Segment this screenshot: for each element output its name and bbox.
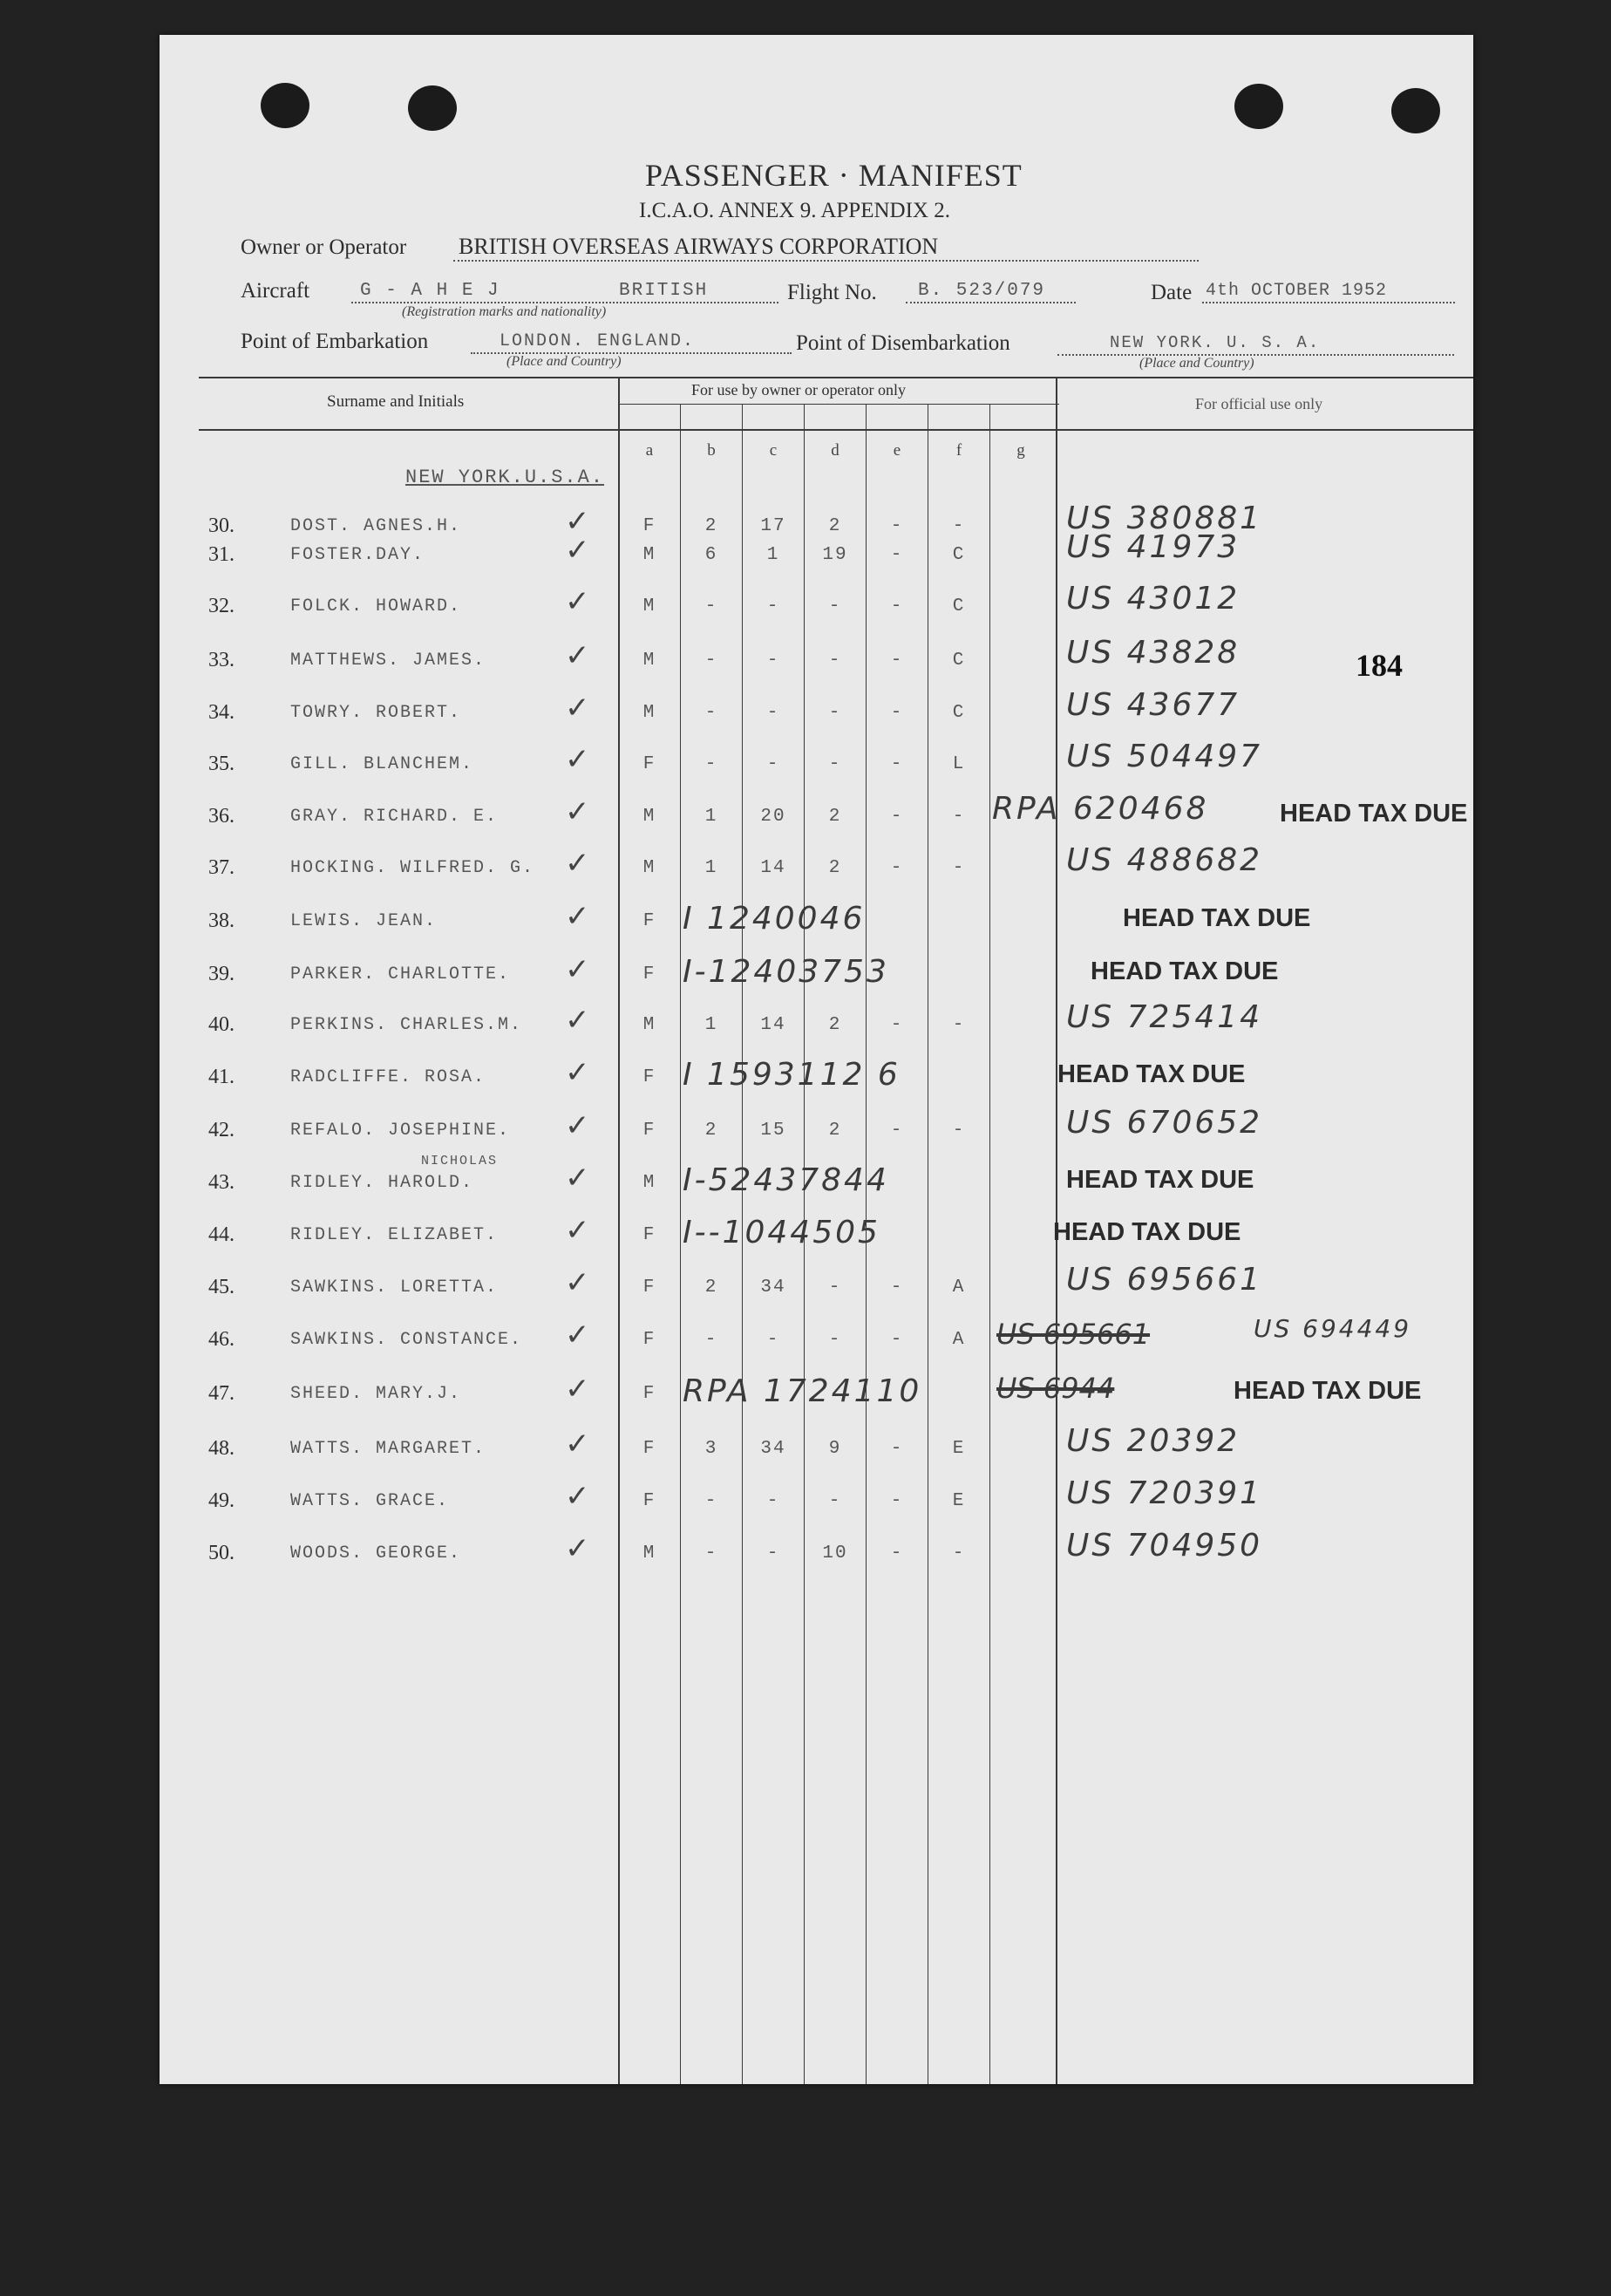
row-number: 37. (208, 856, 235, 879)
cell-a: M (642, 1173, 656, 1193)
cell-c: - (766, 651, 780, 671)
official-number: US 43828 (1066, 635, 1241, 671)
cell-e: - (890, 516, 904, 536)
aircraft-dots (351, 302, 778, 303)
handwritten-entry: I-52437844 (683, 1162, 889, 1198)
cell-f: C (952, 651, 966, 671)
cell-c: 17 (760, 516, 786, 536)
row-number: 33. (208, 649, 235, 671)
cell-f: L (952, 754, 966, 774)
cell-a: M (642, 1015, 656, 1035)
passenger-name: REFALO. JOSEPHINE. (290, 1121, 511, 1141)
row-number: 42. (208, 1119, 235, 1141)
row-number: 36. (208, 805, 235, 828)
official-number: US 670652 (1066, 1105, 1263, 1141)
page-number: 184 (1356, 648, 1403, 683)
check-mark: ✓ (565, 504, 590, 539)
check-mark: ✓ (565, 533, 590, 568)
manifest-page (160, 35, 1473, 2084)
cell-e: - (890, 807, 904, 827)
check-mark: ✓ (565, 1427, 590, 1461)
cell-d: 2 (828, 516, 842, 536)
official-number: US 704950 (1066, 1528, 1263, 1564)
passenger-name: PERKINS. CHARLES.M. (290, 1015, 523, 1035)
cell-d: 19 (822, 545, 848, 565)
row-number: 39. (208, 963, 235, 985)
cell-e: - (890, 651, 904, 671)
name-correction-note: NICHOLAS (421, 1154, 499, 1168)
cell-e: - (890, 545, 904, 565)
cell-d: 2 (828, 807, 842, 827)
row-number: 34. (208, 701, 235, 724)
passenger-name: FOSTER.DAY. (290, 545, 425, 565)
cell-d: - (828, 1277, 842, 1298)
cell-d: - (828, 596, 842, 617)
cell-f: - (952, 858, 966, 878)
cell-f: - (952, 807, 966, 827)
cell-a: M (642, 703, 656, 723)
cell-b: 1 (704, 858, 718, 878)
check-mark: ✓ (565, 846, 590, 881)
cell-e: - (890, 1330, 904, 1350)
cell-a: M (642, 596, 656, 617)
punch-hole (261, 83, 309, 128)
row-number: 31. (208, 543, 235, 566)
struck-entry: US 695661 (996, 1318, 1151, 1351)
passenger-name: HOCKING. WILFRED. G. (290, 858, 535, 878)
cell-f: E (952, 1491, 966, 1511)
cell-b: - (704, 754, 718, 774)
cell-e: - (890, 858, 904, 878)
cell-e: - (890, 1121, 904, 1141)
row-number: 35. (208, 753, 235, 775)
section-label: NEW YORK.U.S.A. (405, 467, 605, 488)
check-mark: ✓ (565, 1003, 590, 1038)
flight-value: B. 523/079 (918, 281, 1046, 301)
passenger-name: PARKER. CHARLOTTE. (290, 964, 511, 984)
check-mark: ✓ (565, 1265, 590, 1300)
struck-entry: US 6944 (996, 1372, 1115, 1405)
cell-c: 14 (760, 858, 786, 878)
cell-e: - (890, 1491, 904, 1511)
cell-e: - (890, 1277, 904, 1298)
official-number: US 20392 (1066, 1423, 1241, 1459)
col-header-g: g (1016, 441, 1025, 460)
cell-c: - (766, 1491, 780, 1511)
cell-a: F (642, 1384, 656, 1404)
row-number: 30. (208, 514, 235, 537)
punch-hole (1391, 88, 1440, 133)
handwritten-entry: I 1593112 6 (683, 1057, 901, 1093)
punch-hole (1234, 84, 1283, 129)
cell-f: C (952, 703, 966, 723)
owner-header-rule (619, 404, 1059, 405)
cell-e: - (890, 596, 904, 617)
cell-a: F (642, 964, 656, 984)
official-number: US 43677 (1066, 687, 1241, 723)
cell-c: - (766, 1330, 780, 1350)
cell-a: F (642, 1330, 656, 1350)
check-mark: ✓ (565, 1372, 590, 1407)
cell-e: - (890, 1439, 904, 1459)
cell-c: 34 (760, 1277, 786, 1298)
annex-line: I.C.A.O. ANNEX 9. APPENDIX 2. (639, 199, 950, 222)
cell-a: M (642, 1543, 656, 1564)
passenger-name: RIDLEY. HAROLD. (290, 1173, 474, 1193)
official-number: US 504497 (1066, 739, 1263, 774)
cell-a: F (642, 1121, 656, 1141)
place-caption: (Place and Country) (506, 354, 622, 369)
date-label: Date (1151, 281, 1193, 304)
cell-a: F (642, 1277, 656, 1298)
col-header-d: d (831, 441, 839, 460)
cell-a: F (642, 516, 656, 536)
place-caption-2: (Place and Country) (1139, 356, 1254, 371)
official-number: US 695661 (1066, 1262, 1263, 1298)
row-number: 40. (208, 1013, 235, 1036)
check-mark: ✓ (565, 1213, 590, 1248)
head-tax-stamp: HEAD TAX DUE (1066, 1166, 1254, 1194)
row-number: 45. (208, 1276, 235, 1298)
registration-caption: (Registration marks and nationality) (402, 304, 607, 319)
cell-c: 15 (760, 1121, 786, 1141)
row-number: 48. (208, 1437, 235, 1460)
passenger-name: MATTHEWS. JAMES. (290, 651, 486, 671)
cell-a: F (642, 911, 656, 931)
check-mark: ✓ (565, 1055, 590, 1090)
head-tax-stamp: HEAD TAX DUE (1123, 904, 1311, 932)
handwritten-entry: I--1044505 (683, 1215, 880, 1250)
passenger-name: RIDLEY. ELIZABET. (290, 1225, 499, 1245)
col-header-f: f (955, 441, 962, 460)
head-tax-stamp: HEAD TAX DUE (1053, 1218, 1241, 1246)
cell-b: 3 (704, 1439, 718, 1459)
cell-c: 14 (760, 1015, 786, 1035)
col-header-e: e (893, 441, 901, 460)
check-mark: ✓ (565, 638, 590, 673)
disembark-value: NEW YORK. U. S. A. (1110, 333, 1321, 352)
handwritten-entry: RPA 1724110 (683, 1373, 922, 1409)
owner-dots (453, 260, 1199, 262)
head-tax-stamp: HEAD TAX DUE (1057, 1060, 1246, 1088)
cell-c: 1 (766, 545, 780, 565)
aircraft-value: G - A H E J (360, 281, 500, 301)
cell-f: E (952, 1439, 966, 1459)
handwritten-entry: I-12403753 (683, 954, 889, 990)
passenger-name: SAWKINS. CONSTANCE. (290, 1330, 523, 1350)
check-mark: ✓ (565, 899, 590, 934)
check-mark: ✓ (565, 691, 590, 726)
owner-label: Owner or Operator (241, 235, 407, 259)
cell-e: - (890, 703, 904, 723)
cell-d: 2 (828, 1015, 842, 1035)
cell-f: - (952, 1015, 966, 1035)
cell-f: - (952, 1121, 966, 1141)
cell-c: - (766, 754, 780, 774)
cell-f: C (952, 545, 966, 565)
check-mark: ✓ (565, 742, 590, 777)
cell-b: 1 (704, 807, 718, 827)
cell-d: 2 (828, 858, 842, 878)
surname-header: Surname and Initials (327, 392, 465, 411)
cell-e: - (890, 754, 904, 774)
cell-a: M (642, 858, 656, 878)
cell-a: F (642, 1067, 656, 1087)
row-number: 32. (208, 595, 235, 617)
row-number: 47. (208, 1382, 235, 1405)
cell-b: 2 (704, 1121, 718, 1141)
check-mark: ✓ (565, 1108, 590, 1143)
cell-b: 2 (704, 1277, 718, 1298)
cell-b: - (704, 1543, 718, 1564)
passenger-name: SAWKINS. LORETTA. (290, 1277, 499, 1298)
header-bottom-rule (199, 429, 1473, 431)
cell-b: - (704, 703, 718, 723)
cell-d: - (828, 754, 842, 774)
cell-a: F (642, 1225, 656, 1245)
punch-hole (408, 85, 457, 131)
head-tax-stamp: HEAD TAX DUE (1280, 800, 1468, 828)
passenger-name: FOLCK. HOWARD. (290, 596, 462, 617)
official-number: US 488682 (1066, 842, 1263, 878)
cell-a: F (642, 1491, 656, 1511)
owner-use-header: For use by owner or operator only (691, 381, 906, 399)
passenger-name: WATTS. MARGARET. (290, 1439, 486, 1459)
check-mark: ✓ (565, 1318, 590, 1352)
table-top-rule (199, 377, 1473, 378)
official-number: US 41973 (1066, 529, 1241, 565)
disembark-label: Point of Disembarkation (796, 331, 1010, 355)
cell-d: 9 (828, 1439, 842, 1459)
official-number: US 725414 (1066, 999, 1263, 1035)
check-mark: ✓ (565, 1161, 590, 1196)
row-number: 50. (208, 1542, 235, 1564)
col-header-c: c (769, 441, 778, 460)
cell-c: - (766, 703, 780, 723)
cell-f: A (952, 1330, 966, 1350)
col-header-b: b (707, 441, 716, 460)
passenger-name: LEWIS. JEAN. (290, 911, 438, 931)
check-mark: ✓ (565, 1531, 590, 1566)
date-dots (1202, 302, 1455, 303)
official-number: US 720391 (1066, 1475, 1263, 1511)
cell-b: 6 (704, 545, 718, 565)
cell-b: - (704, 596, 718, 617)
official-use-header: For official use only (1195, 395, 1323, 412)
passenger-name: SHEED. MARY.J. (290, 1384, 462, 1404)
cell-d: - (828, 703, 842, 723)
cell-f: C (952, 596, 966, 617)
cell-a: F (642, 754, 656, 774)
cell-c: - (766, 1543, 780, 1564)
disembark-dots (1057, 354, 1454, 356)
official-number: US 694449 (1254, 1314, 1412, 1343)
cell-c: 34 (760, 1439, 786, 1459)
cell-f: - (952, 1543, 966, 1564)
cell-d: 10 (822, 1543, 848, 1564)
cell-b: 2 (704, 516, 718, 536)
date-value: 4th OCTOBER 1952 (1206, 281, 1388, 301)
passenger-name: TOWRY. ROBERT. (290, 703, 462, 723)
col-divider-g (989, 404, 990, 2084)
cell-a: M (642, 651, 656, 671)
cell-c: 20 (760, 807, 786, 827)
cell-e: - (890, 1543, 904, 1564)
col-header-a: a (645, 441, 654, 460)
head-tax-stamp: HEAD TAX DUE (1234, 1377, 1422, 1405)
official-number: US 380881 (1066, 501, 1263, 536)
cell-b: 1 (704, 1015, 718, 1035)
aircraft-nationality: BRITISH (619, 281, 709, 301)
flight-dots (906, 302, 1076, 303)
cell-b: - (704, 651, 718, 671)
check-mark: ✓ (565, 584, 590, 619)
cell-d: 2 (828, 1121, 842, 1141)
check-mark: ✓ (565, 952, 590, 987)
row-number: 38. (208, 910, 235, 932)
cell-b: - (704, 1491, 718, 1511)
passenger-name: WOODS. GEORGE. (290, 1543, 462, 1564)
check-mark: ✓ (565, 794, 590, 829)
row-number: 44. (208, 1223, 235, 1246)
row-number: 41. (208, 1066, 235, 1088)
aircraft-label: Aircraft (241, 279, 310, 303)
cell-b: - (704, 1330, 718, 1350)
cell-a: M (642, 807, 656, 827)
cell-f: - (952, 516, 966, 536)
row-number: 49. (208, 1489, 235, 1512)
check-mark: ✓ (565, 1479, 590, 1514)
flight-label: Flight No. (787, 281, 877, 304)
passenger-name: WATTS. GRACE. (290, 1491, 450, 1511)
passenger-name: DOST. AGNES.H. (290, 516, 462, 536)
embark-value: LONDON. ENGLAND. (500, 331, 696, 351)
passenger-name: GRAY. RICHARD. E. (290, 807, 499, 827)
manifest-title: PASSENGER · MANIFEST (645, 158, 1023, 193)
cell-d: - (828, 1330, 842, 1350)
cell-d: - (828, 1491, 842, 1511)
official-number: US 43012 (1066, 581, 1241, 617)
cell-d: - (828, 651, 842, 671)
owner-value: BRITISH OVERSEAS AIRWAYS CORPORATION (459, 234, 939, 259)
passenger-name: GILL. BLANCHEM. (290, 754, 474, 774)
official-number: RPA 620468 (992, 791, 1209, 827)
handwritten-entry: I 1240046 (683, 901, 866, 937)
embark-label: Point of Embarkation (241, 330, 429, 353)
head-tax-stamp: HEAD TAX DUE (1091, 957, 1279, 985)
row-number: 46. (208, 1328, 235, 1351)
cell-c: - (766, 596, 780, 617)
cell-a: M (642, 545, 656, 565)
cell-a: F (642, 1439, 656, 1459)
row-number: 43. (208, 1171, 235, 1194)
passenger-name: RADCLIFFE. ROSA. (290, 1067, 486, 1087)
cell-f: A (952, 1277, 966, 1298)
cell-e: - (890, 1015, 904, 1035)
